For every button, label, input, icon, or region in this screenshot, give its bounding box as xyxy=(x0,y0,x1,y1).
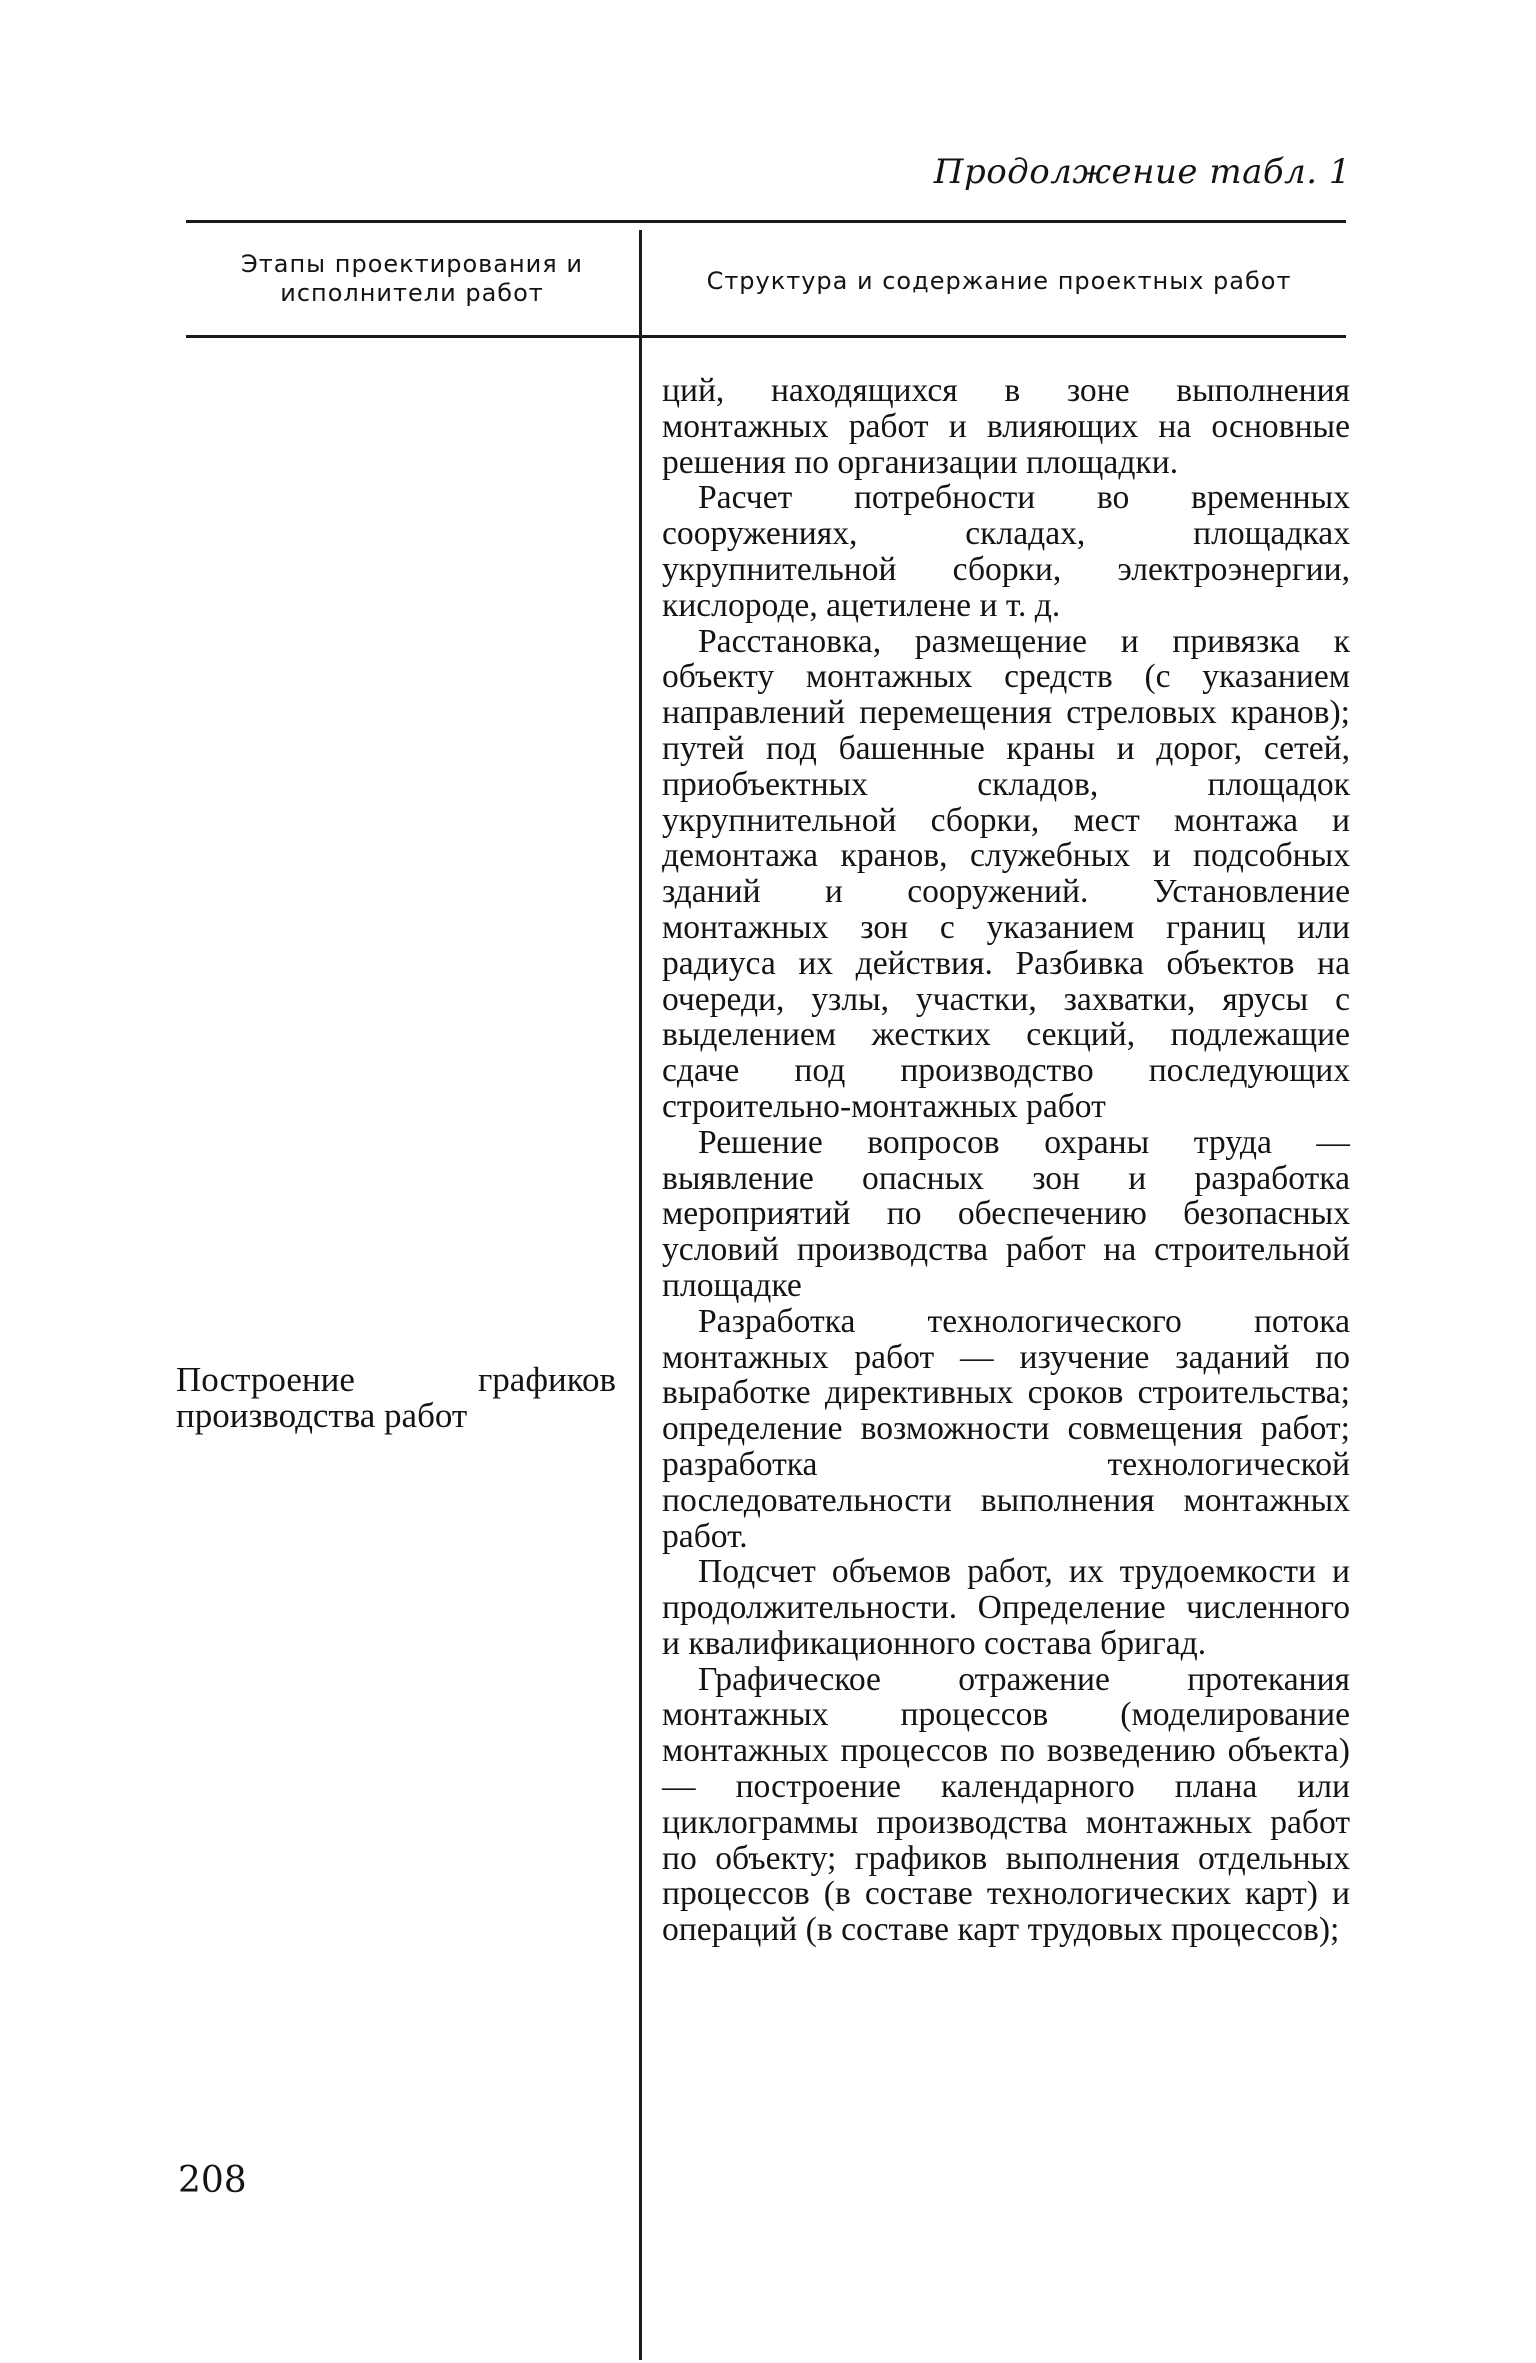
page-number: 208 xyxy=(178,2160,247,2201)
header-bottom-rule xyxy=(186,335,1346,338)
paragraph: Расчет потребности во временных сооружениях, складах, площадках укрупнительной сборки, электроэнергии, кислороде, ацетилене и т. д. xyxy=(662,479,1350,624)
paragraph: ций, находящихся в зоне выполнения монтажных работ и влияющих на основные решения по организации площадки. xyxy=(662,372,1350,481)
paragraph: Подсчет объемов работ, их трудоемкости и продолжительности. Определение численного и квалификационного состава бригад. xyxy=(662,1553,1350,1662)
table-continuation-label: Продолжение табл. 1 xyxy=(933,152,1351,192)
paragraph: Графическое отражение протекания монтажных процессов (моделирование монтажных процессов по возведению объекта) — построение календарного плана или циклограммы производства монтажных работ по объекту; графиков выполнения отдельных процессов (в составе технологических карт) и операций (в составе карт трудовых процессов); xyxy=(662,1660,1350,1949)
stage-label: Построение графиков производства работ xyxy=(176,1360,616,1435)
paragraph: Разработка технологического потока монтажных работ — изучение заданий по выработке директивных сроков строительства; определение возможности совмещения работ; разработка технологической последовательности выполнения монтажных работ. xyxy=(662,1302,1350,1555)
paragraph: Решение вопросов охраны труда — выявление опасных зон и разработка мероприятий по обеспечению безопасных условий производства работ на строительной площадке xyxy=(662,1123,1350,1304)
header-content: Структура и содержание проектных работ xyxy=(706,267,1292,295)
header-stages: Этапы проектирования и исполнители работ xyxy=(241,250,583,307)
table-top-rule xyxy=(186,220,1346,223)
content-column xyxy=(662,373,1350,1948)
paragraph: Расстановка, размещение и привязка к объекту монтажных средств (с указанием направлений перемещения стреловых кранов); путей под башенные краны и дорог, сетей, приобъектных складов, площадок укрупнительной сборки, мест монтажа и демонтажа кранов, служебных и подсобных зданий и сооружений. Установление монтажных зон с указанием границ или радиуса их действия. Разбивка объектов на очереди, узлы, участки, захватки, ярусы с выделением жестких секций, подлежащие сдаче под производство последующих строительно-монтажных работ xyxy=(662,622,1350,1125)
column-divider xyxy=(639,230,642,2360)
